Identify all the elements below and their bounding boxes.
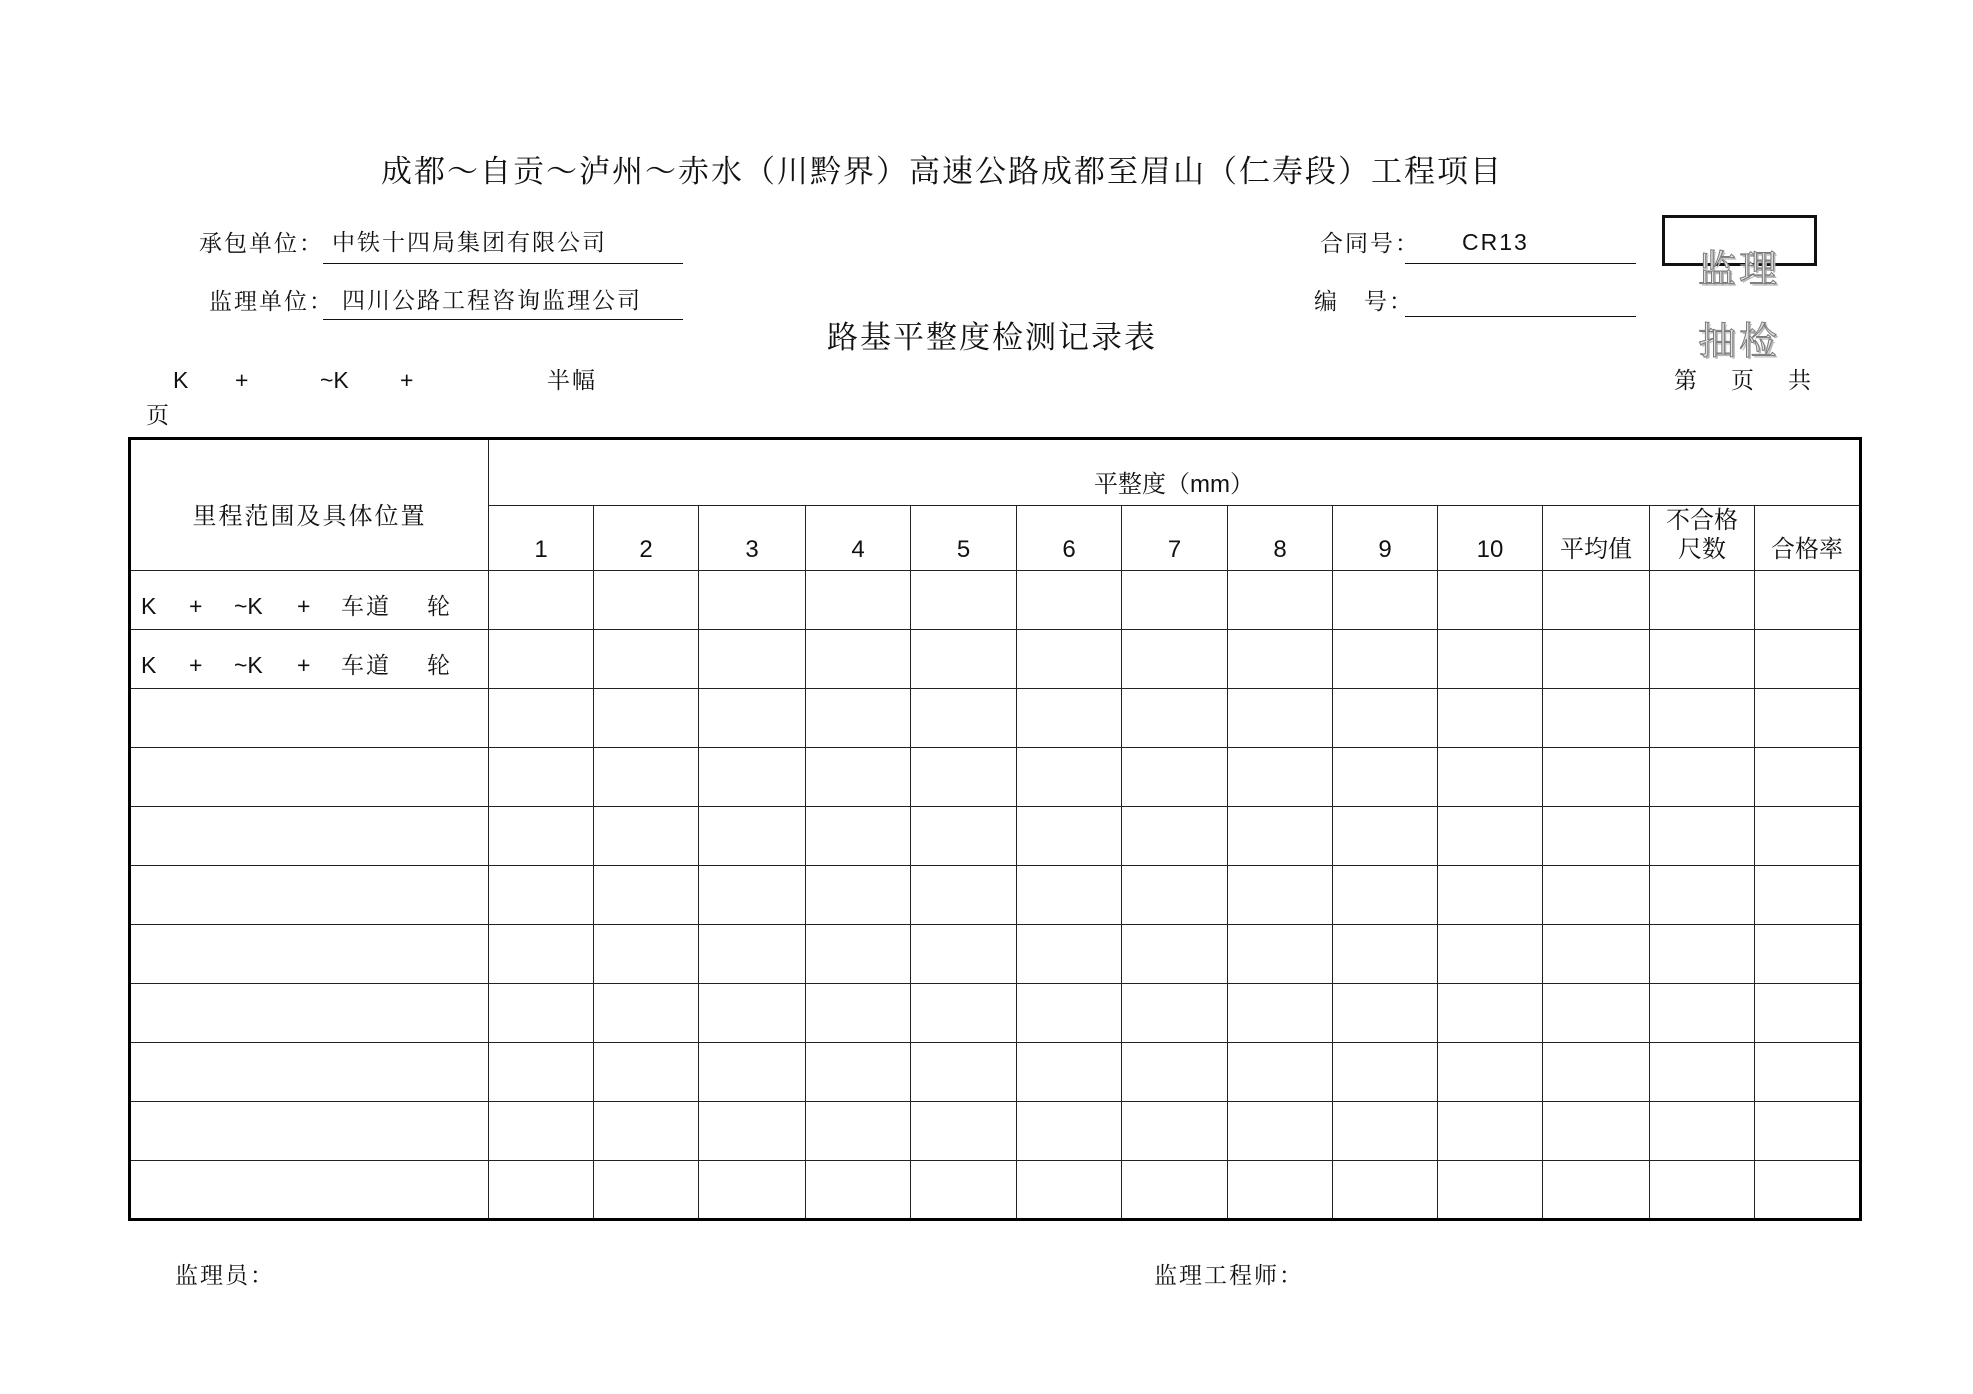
value-cell: [1333, 571, 1438, 630]
location-text: [131, 1065, 488, 1093]
value-cell: [699, 1102, 806, 1161]
serial-no-field: [1405, 289, 1636, 317]
value-cell: [1228, 925, 1333, 984]
value-cell: [1438, 1161, 1543, 1220]
column-header: [489, 506, 594, 571]
value-cell: [1650, 748, 1755, 807]
value-cell: [1543, 689, 1650, 748]
value-cell: [911, 984, 1017, 1043]
value-cell: [594, 1043, 699, 1102]
column-header: [1438, 506, 1543, 571]
value-cell: [1333, 925, 1438, 984]
value-cell: [594, 807, 699, 866]
location-cell: [130, 925, 489, 984]
range-plus-start: +: [235, 367, 249, 393]
value-cell: [1122, 1043, 1228, 1102]
value-cell: [1228, 689, 1333, 748]
value-cell: [1122, 571, 1228, 630]
value-cell: [1543, 571, 1650, 630]
value-cell: [699, 807, 806, 866]
value-cell: [1438, 925, 1543, 984]
value-cell: [1650, 925, 1755, 984]
stamp-line-supervision: 监理: [1698, 249, 1781, 291]
column-header: [1543, 506, 1650, 571]
value-cell: [1438, 689, 1543, 748]
column-header: [1333, 506, 1438, 571]
value-cell: [911, 866, 1017, 925]
location-part: +: [297, 652, 311, 678]
value-cell: [1650, 866, 1755, 925]
value-cell: [1333, 866, 1438, 925]
supervisor-field: 四川公路工程咨询监理公司: [323, 289, 683, 320]
value-cell: [594, 866, 699, 925]
value-cell: [1755, 571, 1861, 630]
value-cell: [489, 748, 594, 807]
value-cell: [1543, 807, 1650, 866]
contract-no-label: 合同号：: [1320, 230, 1420, 256]
location-part: K: [141, 652, 157, 678]
location-text: [131, 711, 488, 739]
form-title: 路基平整度检测记录表: [827, 320, 1157, 355]
value-cell: [1017, 689, 1122, 748]
value-cell: [1755, 689, 1861, 748]
value-cell: [1543, 866, 1650, 925]
location-cell: [130, 866, 489, 925]
location-cell: [130, 1161, 489, 1220]
column-header-text: 7: [1167, 536, 1182, 564]
value-cell: [1438, 984, 1543, 1043]
value-cell: [1650, 571, 1755, 630]
column-header-text: 3: [745, 536, 759, 564]
location-part: 轮: [427, 652, 450, 678]
contractor-label: 承包单位：: [199, 230, 324, 256]
value-cell: [1755, 630, 1861, 689]
value-cell: [699, 1161, 806, 1220]
value-cell: [1228, 1102, 1333, 1161]
value-cell: [1122, 807, 1228, 866]
value-cell: [1228, 1043, 1333, 1102]
value-cell: [1755, 984, 1861, 1043]
column-header: [699, 506, 806, 571]
value-cell: [699, 1043, 806, 1102]
table-row: [130, 925, 1861, 984]
value-cell: [911, 1043, 1017, 1102]
value-cell: [1122, 748, 1228, 807]
value-cell: [1228, 984, 1333, 1043]
range-half-width: 半幅: [547, 367, 597, 393]
location-part: ~K: [234, 652, 263, 678]
value-cell: [1650, 630, 1755, 689]
value-cell: [489, 689, 594, 748]
value-cell: [806, 925, 911, 984]
table-row: [130, 1043, 1861, 1102]
location-text: [131, 1006, 488, 1034]
contract-no-field: CR13: [1405, 231, 1636, 264]
table-row: [130, 689, 1861, 748]
location-header: [130, 439, 489, 571]
column-header-text: 合格率: [1771, 536, 1844, 564]
value-cell: [806, 1161, 911, 1220]
value-cell: [1438, 866, 1543, 925]
value-cell: [699, 630, 806, 689]
value-cell: [594, 689, 699, 748]
column-header-text: 2: [639, 536, 653, 564]
column-header-text: 平均值: [1560, 536, 1632, 564]
location-text: [131, 829, 488, 857]
table-row: [130, 984, 1861, 1043]
column-header-text: 不合格尺数: [1665, 507, 1738, 564]
value-cell: [1755, 1161, 1861, 1220]
value-cell: [594, 984, 699, 1043]
location-cell: [130, 807, 489, 866]
range-plus-end: +: [400, 367, 414, 393]
value-cell: [1438, 748, 1543, 807]
value-cell: [806, 630, 911, 689]
column-header: [1017, 506, 1122, 571]
value-cell: [911, 1102, 1017, 1161]
value-cell: [1017, 925, 1122, 984]
value-cell: [489, 925, 594, 984]
column-header: [806, 506, 911, 571]
value-cell: [1438, 1102, 1543, 1161]
location-text: [131, 1124, 488, 1152]
value-cell: [1333, 807, 1438, 866]
column-header-text: 9: [1378, 536, 1392, 564]
value-cell: [1650, 1161, 1755, 1220]
value-cell: [1122, 1161, 1228, 1220]
table-row: [130, 1161, 1861, 1220]
value-cell: [1543, 630, 1650, 689]
column-header: [594, 506, 699, 571]
value-cell: [1228, 748, 1333, 807]
value-cell: [806, 748, 911, 807]
value-cell: [1333, 689, 1438, 748]
location-cell: [130, 1043, 489, 1102]
value-cell: [1122, 925, 1228, 984]
table-row: [130, 866, 1861, 925]
value-cell: [806, 866, 911, 925]
value-cell: [1650, 1043, 1755, 1102]
supervisor-label: 监理单位：: [209, 288, 334, 314]
value-cell: [1017, 1043, 1122, 1102]
location-part: 轮: [427, 593, 450, 619]
project-title: 成都～自贡～泸州～赤水（川黔界）高速公路成都至眉山（仁寿段）工程项目: [381, 154, 1503, 189]
value-cell: [1017, 984, 1122, 1043]
value-cell: [911, 1161, 1017, 1220]
table-row: [130, 571, 1861, 630]
value-cell: [1438, 807, 1543, 866]
value-cell: [806, 1102, 911, 1161]
value-cell: [594, 1161, 699, 1220]
value-cell: [699, 689, 806, 748]
value-cell: [1650, 1102, 1755, 1161]
value-cell: [1122, 866, 1228, 925]
location-text: [131, 770, 488, 798]
column-header-text: 8: [1273, 536, 1287, 564]
value-cell: [1650, 807, 1755, 866]
table-header-row: [130, 439, 1861, 506]
location-cell: [130, 689, 489, 748]
value-cell: [1755, 1102, 1861, 1161]
value-cell: [489, 1161, 594, 1220]
flatness-record-table: [128, 437, 1862, 1221]
value-cell: [699, 571, 806, 630]
value-cell: [1333, 1102, 1438, 1161]
value-cell: [699, 866, 806, 925]
value-cell: [1543, 1043, 1650, 1102]
value-cell: [1122, 1102, 1228, 1161]
value-cell: [1333, 630, 1438, 689]
value-cell: [1333, 1161, 1438, 1220]
value-cell: [1122, 984, 1228, 1043]
page-ye-total: 页: [146, 402, 169, 428]
column-header: [911, 506, 1017, 571]
value-cell: [1017, 748, 1122, 807]
location-part: +: [297, 593, 311, 619]
value-cell: [1228, 571, 1333, 630]
value-cell: [1228, 630, 1333, 689]
location-text: [131, 947, 488, 975]
value-cell: [911, 925, 1017, 984]
value-cell: [1650, 984, 1755, 1043]
page-gong: 共: [1788, 367, 1811, 393]
table-row: [130, 630, 1861, 689]
column-header-text: 6: [1062, 536, 1076, 564]
table-body: [130, 571, 1861, 1220]
value-cell: [806, 807, 911, 866]
value-cell: [1017, 807, 1122, 866]
column-header: [1755, 506, 1861, 571]
location-part: ~K: [234, 593, 263, 619]
value-cell: [489, 807, 594, 866]
value-cell: [911, 571, 1017, 630]
value-cell: [806, 1043, 911, 1102]
value-cell: [1017, 630, 1122, 689]
value-cell: [1543, 748, 1650, 807]
range-k-start: K: [173, 367, 189, 393]
value-cell: [1017, 1102, 1122, 1161]
value-cell: [1017, 571, 1122, 630]
value-cell: [489, 571, 594, 630]
value-cell: [806, 984, 911, 1043]
location-text: [131, 888, 488, 916]
value-cell: [911, 748, 1017, 807]
range-k-end: ~K: [320, 367, 349, 393]
location-header-text: 里程范围及具体位置: [192, 502, 427, 530]
value-cell: [1333, 1043, 1438, 1102]
page-ye: 页: [1731, 367, 1754, 393]
location-cell: [130, 1102, 489, 1161]
value-cell: [489, 866, 594, 925]
value-cell: [1438, 571, 1543, 630]
page-di: 第: [1674, 367, 1697, 393]
column-header: [1650, 506, 1755, 571]
value-cell: [1333, 984, 1438, 1043]
value-cell: [911, 689, 1017, 748]
inspector-signature-label: 监理员：: [175, 1262, 275, 1288]
value-cell: [1228, 807, 1333, 866]
value-cell: [594, 1102, 699, 1161]
value-cell: [1228, 1161, 1333, 1220]
location-cell: [130, 748, 489, 807]
value-cell: [806, 689, 911, 748]
flatness-header-text: 平整度（mm）: [1094, 471, 1255, 498]
location-cell: [130, 571, 489, 630]
location-part: 车道: [341, 652, 391, 678]
value-cell: [594, 748, 699, 807]
value-cell: [1543, 1102, 1650, 1161]
value-cell: [1650, 689, 1755, 748]
location-text: [131, 593, 488, 621]
column-header: [1228, 506, 1333, 571]
value-cell: [489, 630, 594, 689]
value-cell: [911, 630, 1017, 689]
value-cell: [1755, 748, 1861, 807]
location-part: +: [189, 652, 203, 678]
value-cell: [1543, 984, 1650, 1043]
value-cell: [489, 1043, 594, 1102]
table-row: [130, 807, 1861, 866]
value-cell: [1755, 866, 1861, 925]
value-cell: [1017, 866, 1122, 925]
value-cell: [699, 925, 806, 984]
value-cell: [806, 571, 911, 630]
engineer-signature-label: 监理工程师：: [1154, 1262, 1304, 1288]
value-cell: [1543, 925, 1650, 984]
location-part: K: [141, 593, 157, 619]
location-cell: [130, 984, 489, 1043]
column-header-text: 5: [956, 536, 971, 564]
value-cell: [1438, 1043, 1543, 1102]
table-row: [130, 1102, 1861, 1161]
value-cell: [594, 571, 699, 630]
value-cell: [699, 984, 806, 1043]
value-cell: [1333, 748, 1438, 807]
value-cell: [489, 1102, 594, 1161]
value-cell: [1122, 689, 1228, 748]
location-part: +: [189, 593, 203, 619]
column-header: [1122, 506, 1228, 571]
value-cell: [1755, 1043, 1861, 1102]
flatness-header: [489, 439, 1861, 506]
value-cell: [1543, 1161, 1650, 1220]
value-cell: [1228, 866, 1333, 925]
column-header-text: 4: [851, 536, 865, 564]
value-cell: [489, 984, 594, 1043]
value-cell: [594, 925, 699, 984]
stamp-line-spot-check: 抽检: [1698, 321, 1781, 363]
table-row: [130, 748, 1861, 807]
value-cell: [1755, 807, 1861, 866]
value-cell: [1017, 1161, 1122, 1220]
location-part: 车道: [341, 593, 391, 619]
value-cell: [1122, 630, 1228, 689]
location-text: [131, 652, 488, 680]
location-text: [131, 1182, 488, 1210]
column-header-text: 1: [534, 536, 548, 564]
location-cell: [130, 630, 489, 689]
value-cell: [699, 748, 806, 807]
value-cell: [911, 807, 1017, 866]
value-cell: [1755, 925, 1861, 984]
contractor-field: 中铁十四局集团有限公司: [323, 231, 683, 264]
column-header-text: 10: [1476, 536, 1504, 564]
value-cell: [594, 630, 699, 689]
serial-no-label: 编 号：: [1314, 288, 1414, 314]
value-cell: [1438, 630, 1543, 689]
